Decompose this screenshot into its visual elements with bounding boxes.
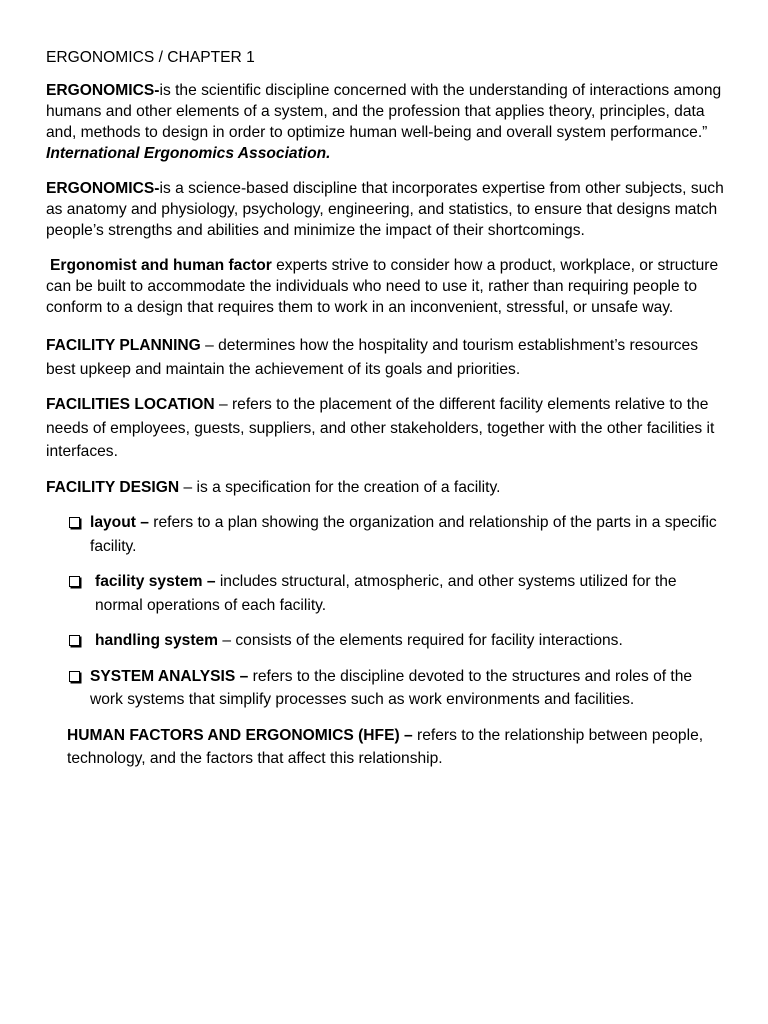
list-item xyxy=(69,511,726,558)
term-label: FACILITY DESIGN xyxy=(46,478,180,496)
paragraph-facility-planning xyxy=(46,334,726,381)
checkbox-icon xyxy=(69,576,80,587)
document-page xyxy=(46,47,726,771)
paragraph-hfe xyxy=(67,724,726,771)
checkbox-icon xyxy=(69,671,80,682)
list-item xyxy=(69,570,726,617)
term-label: HUMAN FACTORS AND ERGONOMICS (HFE) – xyxy=(67,726,413,744)
list-item-text: refers to a plan showing the organization and relationship of the parts in a specific facility. xyxy=(90,514,717,555)
paragraph-text: – refers to the placement of the different facility elements relative to the needs of employees, guests, suppliers, and other stakeholders, together with the other facilities it interfaces. xyxy=(46,396,715,460)
term-label: FACILITIES LOCATION xyxy=(46,396,215,413)
term-label: FACILITY PLANNING xyxy=(46,337,201,354)
list-item xyxy=(69,629,726,653)
paragraph-ergonomics-discipline xyxy=(46,178,726,241)
list-item-text: – consists of the elements required for facility interactions. xyxy=(218,632,623,649)
facility-design-list xyxy=(46,511,726,712)
paragraph-text: is a science-based discipline that incorporates expertise from other subjects, such as anatomy and physiology, psychology, engineering, and statistics, to ensure that designs match people’s strengths and abilities and minimize the impact of their shortcomings. xyxy=(46,180,724,239)
paragraph-facilities-location xyxy=(46,393,726,464)
list-item-text: refers to the discipline devoted to the structures and roles of the work systems that simplify processes such as work environments and facilities. xyxy=(90,667,693,708)
term-label: Ergonomist and human factor xyxy=(50,257,272,274)
term-label: facility system – xyxy=(95,573,216,590)
term-label: handling system xyxy=(95,632,219,649)
paragraph-ergonomist xyxy=(46,255,726,318)
paragraph-text: – is a specification for the creation of a facility. xyxy=(179,478,501,496)
paragraph-ergonomics-definition xyxy=(46,80,726,164)
paragraph-text: refers to the relationship between people, technology, and the factors that affect this relationship. xyxy=(67,726,704,767)
paragraph-text: – determines how the hospitality and tourism establishment’s resources best upkeep and maintain the achievement of its goals and priorities. xyxy=(46,337,699,378)
list-item-text: includes structural, atmospheric, and other systems utilized for the normal operations of each facility. xyxy=(95,573,677,614)
source-citation: International Ergonomics Association. xyxy=(46,145,331,162)
checkbox-icon xyxy=(69,635,80,646)
paragraph-text: experts strive to consider how a product, workplace, or structure can be built to accommodate the individuals who need to use it, rather than requiring people to conform to a design that requires them to work in an inconvenient, stressful, or unsafe way. xyxy=(46,257,719,316)
paragraph-text: is the scientific discipline concerned with the understanding of interactions among humans and other elements of a system, and the profession that applies theory, principles, data and, methods to design in order to optimize human well-being and overall system performance.” xyxy=(46,82,722,141)
term-label: ERGONOMICS- xyxy=(46,180,160,197)
term-label: SYSTEM ANALYSIS – xyxy=(90,667,249,685)
checkbox-icon xyxy=(69,517,80,528)
term-label: layout – xyxy=(90,514,149,531)
list-item xyxy=(69,665,726,712)
paragraph-facility-design xyxy=(46,476,726,500)
term-label: ERGONOMICS- xyxy=(46,82,160,99)
chapter-heading: ERGONOMICS / CHAPTER 1 xyxy=(46,49,255,66)
